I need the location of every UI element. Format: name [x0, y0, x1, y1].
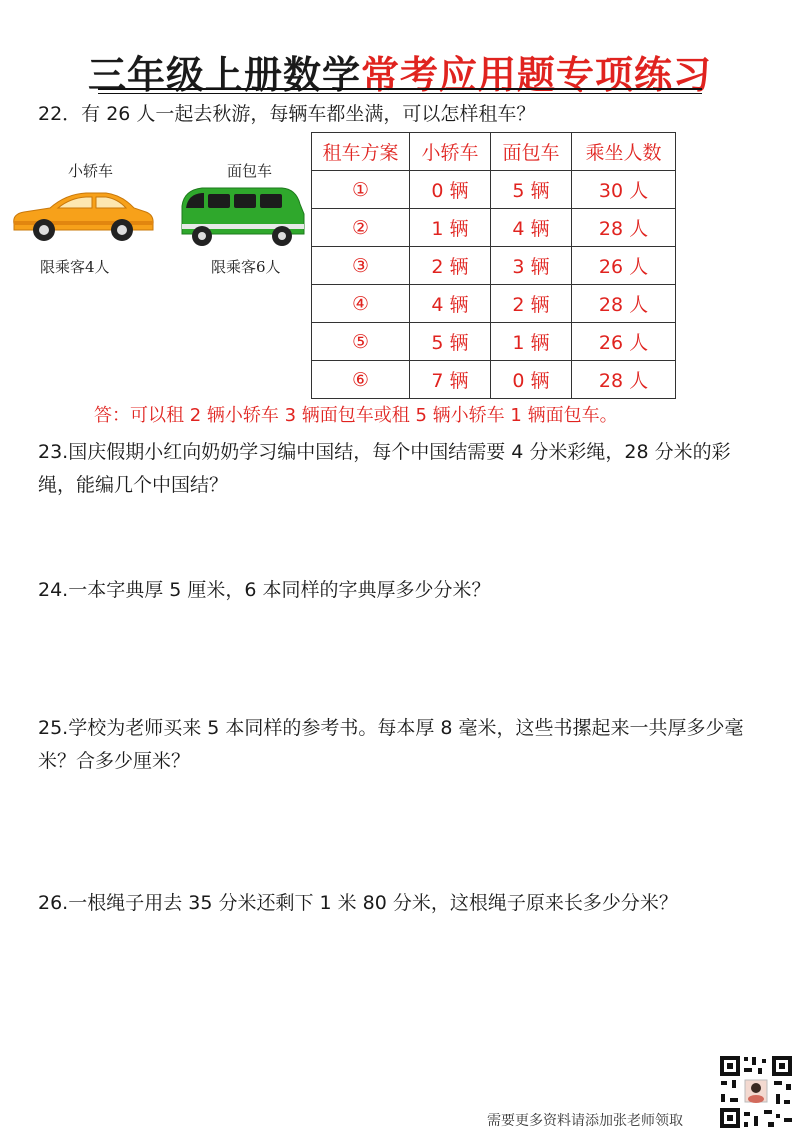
van-count-cell: 4 辆	[491, 209, 572, 247]
question-26: 26.一根绳子用去 35 分米还剩下 1 米 80 分米，这根绳子原来长多少分米？	[38, 892, 678, 914]
minivan-icon	[178, 184, 306, 248]
plan-cell: ⑥	[312, 361, 410, 399]
question-25: 25.学校为老师买来 5 本同样的参考书。每本厚 8 毫米，这些书摞起来一共厚多少毫米？合多少厘米？	[38, 717, 744, 772]
sedan-count-cell: 2 辆	[410, 247, 491, 285]
header-passengers: 乘坐人数	[572, 133, 676, 171]
passenger-cell: 26 人	[572, 247, 676, 285]
van-count-cell: 2 辆	[491, 285, 572, 323]
answer-22: 答：可以租 2 辆小轿车 3 辆面包车或租 5 辆小轿车 1 辆面包车。	[94, 405, 618, 426]
passenger-cell: 30 人	[572, 171, 676, 209]
car-sedan-icon	[8, 188, 156, 244]
van-count-cell: 3 辆	[491, 247, 572, 285]
page-title	[0, 44, 800, 99]
van-capacity: 限乘客6人	[211, 258, 281, 276]
table-row	[312, 361, 676, 399]
sedan-count-cell: 4 辆	[410, 285, 491, 323]
plan-cell: ③	[312, 247, 410, 285]
sedan-count-cell: 1 辆	[410, 209, 491, 247]
table-row	[312, 247, 676, 285]
title-part-black: 三年级上册数学	[87, 53, 361, 97]
passenger-cell: 28 人	[572, 209, 676, 247]
plan-cell: ①	[312, 171, 410, 209]
title-part-red: 常考应用题专项练习	[361, 53, 713, 97]
question-23: 23.国庆假期小红向奶奶学习编中国结，每个中国结需要 4 分米彩绳，28 分米的彩绳，能编几个中国结？	[38, 441, 731, 496]
sedan-count-cell: 5 辆	[410, 323, 491, 361]
title-underline-thin	[98, 93, 702, 94]
van-count-cell: 0 辆	[491, 361, 572, 399]
sedan-label: 小轿车	[68, 162, 114, 180]
question-22: 22．有 26 人一起去秋游，每辆车都坐满，可以怎样租车？	[38, 103, 536, 125]
van-count-cell: 5 辆	[491, 171, 572, 209]
header-van: 面包车	[491, 133, 572, 171]
table-row	[312, 323, 676, 361]
question-24: 24.一本字典厚 5 厘米，6 本同样的字典厚多少分米？	[38, 579, 491, 601]
plan-cell: ⑤	[312, 323, 410, 361]
plan-cell: ④	[312, 285, 410, 323]
qr-code-icon	[718, 1054, 794, 1130]
van-count-cell: 1 辆	[491, 323, 572, 361]
title-underline	[98, 88, 702, 90]
rental-plan-table	[311, 132, 676, 399]
plan-cell: ②	[312, 209, 410, 247]
table-row	[312, 171, 676, 209]
table-row	[312, 285, 676, 323]
table-row	[312, 209, 676, 247]
footer-note: 需要更多资料请添加张老师领取	[487, 1113, 683, 1129]
van-label: 面包车	[227, 162, 273, 180]
sedan-capacity: 限乘客4人	[40, 258, 110, 276]
passenger-cell: 26 人	[572, 323, 676, 361]
passenger-cell: 28 人	[572, 285, 676, 323]
passenger-cell: 28 人	[572, 361, 676, 399]
table-header-row	[312, 133, 676, 171]
sedan-count-cell: 0 辆	[410, 171, 491, 209]
sedan-count-cell: 7 辆	[410, 361, 491, 399]
header-plan: 租车方案	[312, 133, 410, 171]
header-sedan: 小轿车	[410, 133, 491, 171]
